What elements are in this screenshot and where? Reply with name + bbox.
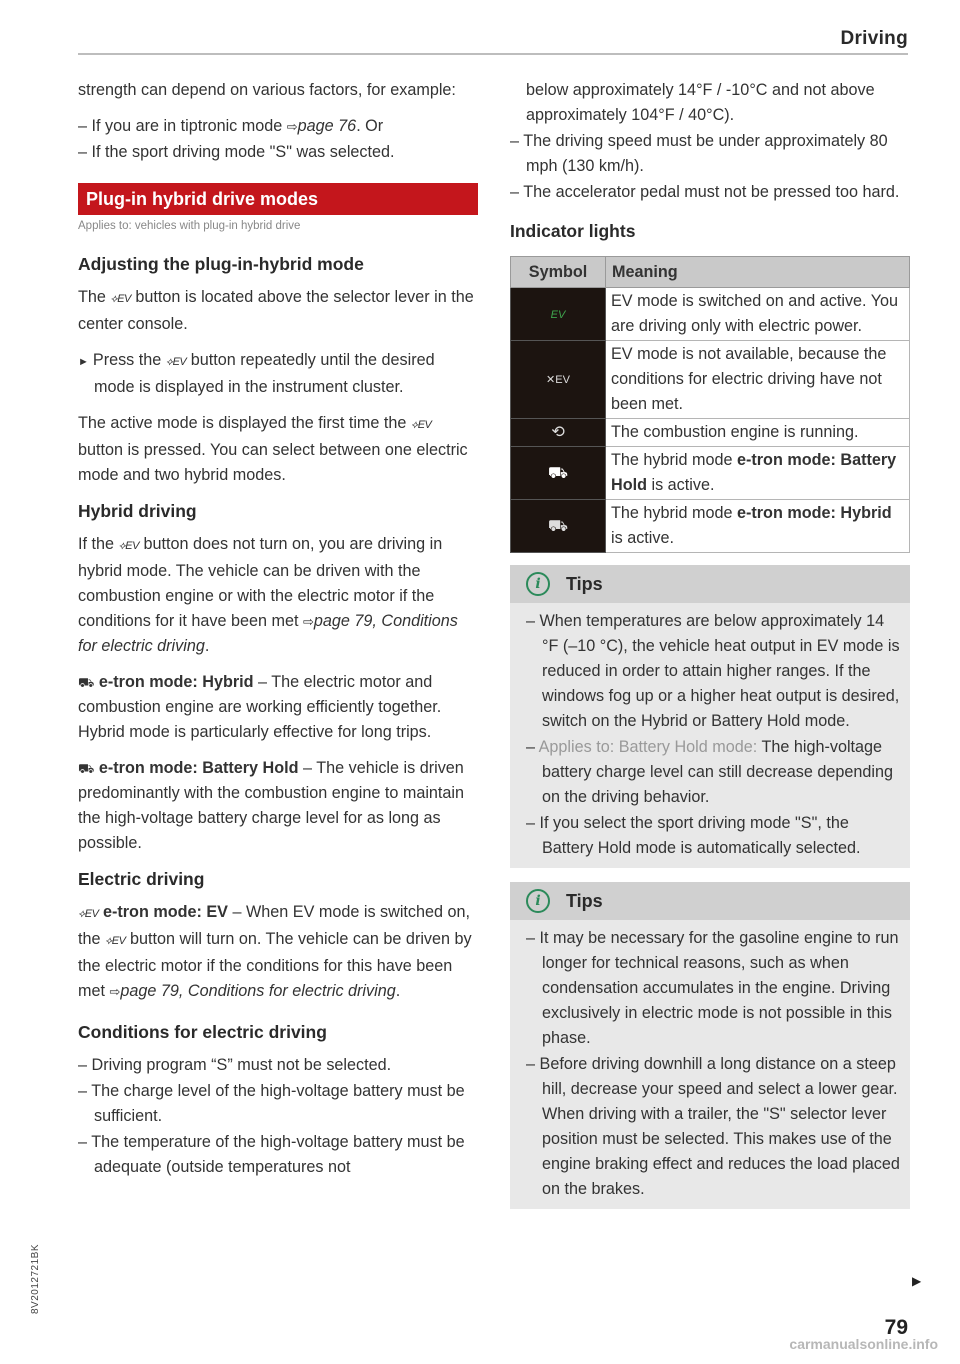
ev-button-icon: ⟡EV (118, 540, 139, 552)
car-battery-hold-icon: ⛟ (78, 761, 95, 776)
left-column (78, 78, 478, 1181)
column-header-symbol: Symbol (511, 257, 606, 288)
electric-heading: Electric driving (78, 869, 205, 889)
tip-item: – It may be necessary for the gasoline engine to run longer for technical reasons, such as when condensation accumulates in the engine. Driving exclusively in electric mode is not possible in this phase. (526, 929, 899, 1047)
ev-active-icon: EV (511, 288, 606, 341)
tips-body (510, 603, 910, 868)
tips-body (510, 920, 910, 1209)
adjust-paragraph: The ⟡EV button is located above the selector lever in the center console. (78, 288, 474, 333)
active-mode-paragraph: The active mode is displayed the first time the ⟡EV button is pressed. You can select between one electric mode and two hybrid modes. (78, 414, 468, 484)
ev-button-icon: ⟡EV (410, 419, 432, 431)
meaning-cell: EV mode is not available, because the conditions for electric driving have not been met. (606, 341, 910, 419)
hybrid-paragraph: If the ⟡EV button does not turn on, you are driving in hybrid mode. The vehicle can be driven with the combustion engine or with the electric motor if the conditions for it have been met ⇨page 79, Conditions for electric driving. (78, 535, 458, 655)
ev-mode-paragraph: ⟡EV e-tron mode: EV – When EV mode is switched on, the ⟡EV button will turn on. The vehicle can be driven by the electric motor if the conditions for this have been met ⇨page 79, Conditions for electric driving. (78, 903, 472, 1000)
engine-running-icon: ⟲ (511, 419, 606, 447)
right-column (510, 78, 910, 1223)
tip-item: – Before driving downhill a long distance on a steep hill, decrease your speed and select a lower gear. When driving with a trailer, the "S" selector lever position must be selected. This makes use of the engine braking effect and reduces the load placed on the brakes. (526, 1055, 900, 1198)
tip-item: – Applies to: Battery Hold mode: The high-voltage battery charge level can still decrease depending on the driving behavior. (526, 738, 893, 806)
battery-hold-paragraph: ⛟ e-tron mode: Battery Hold – The vehicle is driven predominantly with the combustion engine to maintain the high-voltage battery charge level for as long as possible. (78, 759, 465, 852)
page-number: 79 (884, 1316, 908, 1339)
document-code: 8V2012721BK (30, 1243, 41, 1314)
tip-item: – When temperatures are below approximately 14 °F (–10 °C), the vehicle heat output in EV mode is reduced in order to attain higher ranges. If the windows fog up or a higher heat output is desired, switch on the Hybrid or Battery Hold mode. (526, 612, 900, 730)
meaning-cell: The hybrid mode e-tron mode: Battery Hold is active. (606, 447, 910, 500)
continue-arrow-icon: ▶ (912, 1274, 922, 1288)
table-row (511, 288, 910, 341)
adjust-heading: Adjusting the plug-in-hybrid mode (78, 254, 364, 274)
table-header-row (511, 257, 910, 288)
tips-header (510, 565, 910, 603)
tips-header (510, 882, 910, 920)
battery-hold-icon: ⛟ (511, 447, 606, 500)
conditions-heading: Conditions for electric driving (78, 1022, 327, 1042)
header-rule (78, 53, 908, 55)
meaning-cell: The combustion engine is running. (606, 419, 910, 447)
ev-unavailable-icon: ✕EV (511, 341, 606, 419)
condition-item: – The driving speed must be under approximately 80 mph (130 km/h). (510, 132, 888, 175)
page-link[interactable]: ⇨page 79, Conditions for electric driving (109, 982, 396, 1000)
ev-button-icon: ⟡EV (165, 356, 187, 368)
hybrid-heading: Hybrid driving (78, 501, 197, 521)
intro-item-2: – If the sport driving mode "S" was selected. (78, 143, 395, 161)
meaning-cell: EV mode is switched on and active. You are driving only with electric power. (606, 288, 910, 341)
indicator-heading: Indicator lights (510, 221, 636, 241)
tips-label: Tips (566, 890, 603, 911)
watermark: carmanualsonline.info (789, 1336, 938, 1352)
hybrid-mode-paragraph: ⛟ e-tron mode: Hybrid – The electric motor and combustion engine are working efficiently together. Hybrid mode is particularly effective for long trips. (78, 673, 442, 741)
tips-label: Tips (566, 573, 603, 594)
table-row (511, 419, 910, 447)
table-row (511, 500, 910, 553)
info-icon: i (526, 889, 550, 913)
condition-continued: below approximately 14°F / -10°C and not above approximately 104°F / 40°C). (526, 81, 875, 124)
meaning-cell: The hybrid mode e-tron mode: Hybrid is active. (606, 500, 910, 553)
indicator-table (510, 256, 910, 553)
condition-item: – Driving program “S” must not be selected. (78, 1056, 392, 1074)
section-title: Driving (840, 28, 908, 49)
tip-item: – If you select the sport driving mode "S", the Battery Hold mode is automatically selected. (526, 814, 861, 857)
ev-button-icon: ⟡EV (105, 935, 126, 947)
applies-note: Applies to: vehicles with plug-in hybrid drive (78, 220, 301, 232)
condition-item: – The temperature of the high-voltage battery must be adequate (outside temperatures not (78, 1133, 465, 1176)
tips-box-1 (510, 565, 910, 868)
ev-button-icon: ⟡EV (110, 293, 131, 305)
car-hybrid-icon: ⛟ (78, 675, 95, 690)
info-icon: i (526, 572, 550, 596)
tips-box-2 (510, 882, 910, 1209)
page-link[interactable]: ⇨page 76 (286, 117, 357, 135)
step-triangle-icon: ► (78, 356, 89, 368)
intro-text: strength can depend on various factors, for example: (78, 81, 456, 99)
table-row (511, 341, 910, 419)
page-link[interactable]: ⇨page 79, Conditions for electric driving (78, 612, 458, 655)
condition-item: – The accelerator pedal must not be pressed too hard. (510, 183, 900, 201)
column-header-meaning: Meaning (606, 257, 910, 288)
table-row (511, 447, 910, 500)
instruction-step: ► Press the ⟡EV button repeatedly until the desired mode is displayed in the instrument cluster. (78, 351, 435, 396)
intro-item-1: – If you are in tiptronic mode ⇨page 76. Or (78, 117, 384, 135)
hybrid-mode-icon: ⛟ (511, 500, 606, 553)
ev-button-icon: ⟡EV (78, 908, 99, 920)
condition-item: – The charge level of the high-voltage battery must be sufficient. (78, 1082, 465, 1125)
chapter-banner: Plug-in hybrid drive modes (78, 183, 478, 215)
